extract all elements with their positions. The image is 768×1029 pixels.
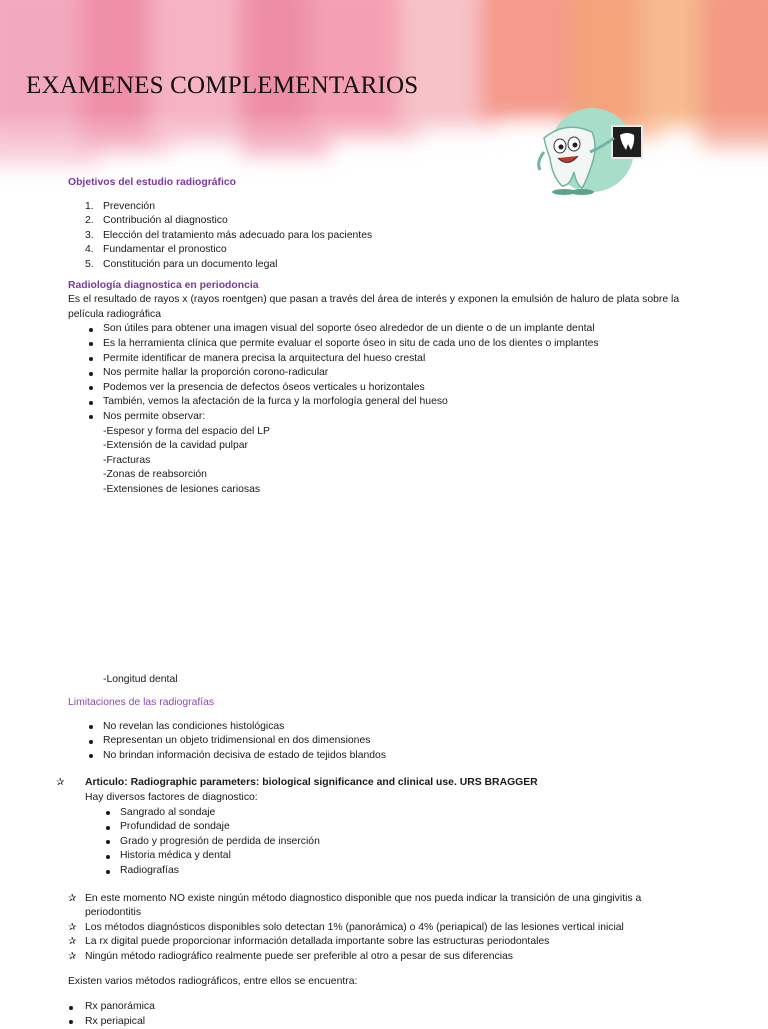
- list-item: Rx panorámica: [68, 1000, 708, 1015]
- limitaciones-bullets: [68, 720, 708, 764]
- document-body: [56, 176, 708, 1029]
- watercolor-banner: [0, 0, 768, 200]
- page-title: EXAMENES COMPLEMENTARIOS: [26, 72, 419, 99]
- list-item: Representan un objeto tridimensional en dos dimensiones: [68, 734, 708, 749]
- paragraph: Hay diversos factores de diagnostico:: [85, 792, 258, 804]
- list-item: Profundidad de sondaje: [68, 820, 708, 835]
- list-item: Son útiles para obtener una imagen visual del soporte óseo alrededor de un diente o de un implante dental: [68, 322, 708, 337]
- list-item: Rx periapical: [68, 1015, 708, 1029]
- blank-space: [68, 497, 708, 673]
- list-item: 5. Constitución para un documento legal: [85, 258, 278, 270]
- star-bullet-icon: ✰: [68, 936, 77, 948]
- list-item: No revelan las condiciones histológicas: [68, 720, 708, 735]
- list-item: Nos permite observar:: [68, 410, 708, 425]
- star-bullet-icon: ✰: [56, 777, 65, 789]
- star-item: ✰ La rx digital puede proporcionar información detallada importante sobre las estructuras periodontales: [68, 935, 708, 950]
- list-item: 3. Elección del tratamiento más adecuado para los pacientes: [85, 229, 373, 241]
- star-bullet-icon: ✰: [68, 892, 77, 904]
- observation-item: -Zonas de reabsorción: [103, 469, 207, 481]
- star-item-continuation: periodontitis: [85, 907, 142, 919]
- star-item: ✰ Los métodos diagnósticos disponibles solo detectan 1% (panorámica) o 4% (periapical) de las lesiones vertical inicial: [68, 921, 708, 936]
- list-item: Es la herramienta clínica que permite evaluar el soporte óseo in situ de cada uno de los dientes o implantes: [68, 337, 708, 352]
- list-item: Historia médica y dental: [68, 849, 708, 864]
- observation-item: -Extensión de la cavidad pulpar: [103, 440, 248, 452]
- paragraph: Es el resultado de rayos x (rayos roentgen) que pasan a través del área de interés y exponen la emulsión de haluro de plata sobre la: [68, 294, 680, 306]
- star-item: ✰ En este momento NO existe ningún método diagnostico disponible que nos pueda indicar la transición de una gingivitis a: [68, 892, 708, 907]
- factores-bullets: [68, 806, 708, 879]
- observation-item: -Extensiones de lesiones cariosas: [103, 483, 261, 495]
- section-heading-objetivos: Objetivos del estudio radiográfico: [68, 177, 237, 188]
- list-item: Sangrado al sondaje: [68, 806, 708, 821]
- star-item: ✰ Ningún método radiográfico realmente puede ser preferible al otro a pesar de sus diferencias: [68, 950, 708, 965]
- objetivos-list: [68, 200, 708, 273]
- list-item: No brindan información decisiva de estado de tejidos blandos: [68, 749, 708, 764]
- metodos-bullets: [68, 1000, 708, 1029]
- section-heading-limitaciones: Limitaciones de las radiografías: [68, 697, 215, 709]
- list-item: Podemos ver la presencia de defectos óseos verticales u horizontales: [68, 381, 708, 396]
- observation-item: -Longitud dental: [103, 674, 178, 686]
- list-item: Grado y progresión de perdida de inserción: [68, 835, 708, 850]
- paragraph: Existen varios métodos radiográficos, entre ellos se encuentra:: [68, 975, 358, 987]
- article-reference: ✰ Articulo: Radiographic parameters: biological significance and clinical use. URS BRAGGER: [56, 776, 708, 791]
- list-item: Radiografías: [68, 864, 708, 879]
- section-heading-radiologia: Radiología diagnostica en periodoncia: [68, 279, 259, 291]
- list-item: 1. Prevención: [85, 200, 155, 212]
- observation-item: -Fracturas: [103, 454, 151, 466]
- observation-item: -Espesor y forma del espacio del LP: [103, 425, 270, 437]
- list-item: Nos permite hallar la proporción corono-radicular: [68, 366, 708, 381]
- list-item: 4. Fundamentar el pronostico: [85, 244, 227, 256]
- list-item: 2. Contribución al diagnostico: [85, 215, 228, 227]
- star-bullet-icon: ✰: [68, 950, 77, 962]
- list-item: Permite identificar de manera precisa la arquitectura del hueso crestal: [68, 352, 708, 367]
- radiologia-bullets: [68, 322, 708, 424]
- star-bullet-icon: ✰: [68, 921, 77, 933]
- paragraph: película radiográfica: [68, 308, 161, 320]
- list-item: También, vemos la afectación de la furca y la morfología general del hueso: [68, 395, 708, 410]
